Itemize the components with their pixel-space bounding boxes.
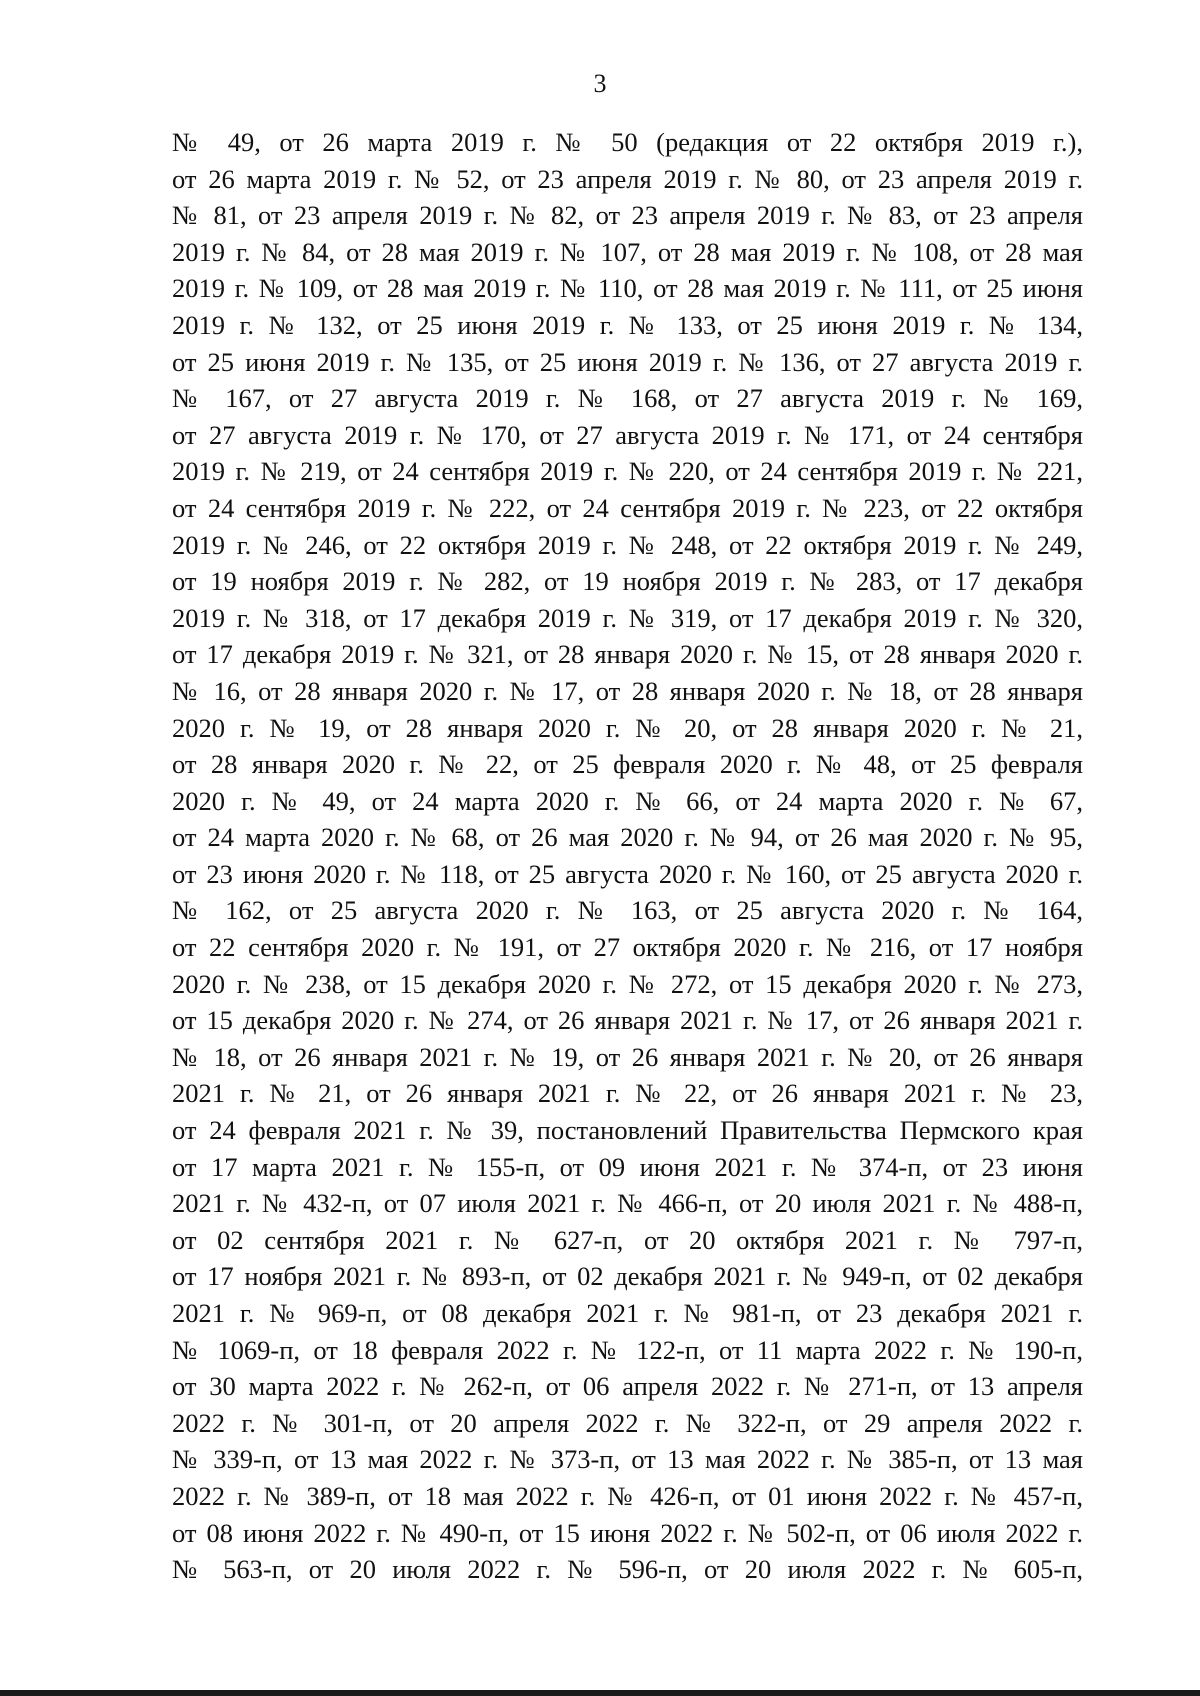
text-line: от 19 ноября 2019 г. № 282, от 19 ноября 2019 г. № 283, от 17 декабря — [172, 566, 1083, 597]
text-line: от 28 января 2020 г. № 22, от 25 февраля 2020 г. № 48, от 25 февраля — [172, 749, 1083, 780]
text-line: 2019 г. № 219, от 24 сентября 2019 г. № 220, от 24 сентября 2019 г. № 221, — [172, 456, 1083, 487]
text-line: 2022 г. № 301-п, от 20 апреля 2022 г. № 322-п, от 29 апреля 2022 г. — [172, 1407, 1083, 1438]
text-line: 2020 г. № 19, от 28 января 2020 г. № 20, от 28 января 2020 г. № 21, — [172, 712, 1083, 743]
text-line: № 162, от 25 августа 2020 г. № 163, от 25 августа 2020 г. № 164, — [172, 895, 1083, 926]
text-line: 2019 г. № 109, от 28 мая 2019 г. № 110, от 28 мая 2019 г. № 111, от 25 июня — [172, 273, 1083, 304]
text-line: от 30 марта 2022 г. № 262-п, от 06 апреля 2022 г. № 271-п, от 13 апреля — [172, 1371, 1083, 1402]
text-line: 2019 г. № 84, от 28 мая 2019 г. № 107, от 28 мая 2019 г. № 108, от 28 мая — [172, 236, 1083, 267]
text-line: 2020 г. № 238, от 15 декабря 2020 г. № 272, от 15 декабря 2020 г. № 273, — [172, 968, 1083, 999]
text-line: от 17 ноября 2021 г. № 893-п, от 02 декабря 2021 г. № 949-п, от 02 декабря — [172, 1261, 1083, 1292]
text-line: от 27 августа 2019 г. № 170, от 27 августа 2019 г. № 171, от 24 сентября — [172, 419, 1083, 450]
text-line: от 22 сентября 2020 г. № 191, от 27 октября 2020 г. № 216, от 17 ноября — [172, 932, 1083, 963]
text-line: 2019 г. № 132, от 25 июня 2019 г. № 133, от 25 июня 2019 г. № 134, — [172, 309, 1083, 340]
text-line: 2020 г. № 49, от 24 марта 2020 г. № 66, от 24 марта 2020 г. № 67, — [172, 785, 1083, 816]
scan-bottom-edge — [0, 1690, 1200, 1696]
text-line: 2021 г. № 432-п, от 07 июля 2021 г. № 466-п, от 20 июля 2021 г. № 488-п, — [172, 1188, 1083, 1219]
text-line: 2019 г. № 318, от 17 декабря 2019 г. № 319, от 17 декабря 2019 г. № 320, — [172, 602, 1083, 633]
text-line: от 25 июня 2019 г. № 135, от 25 июня 2019 г. № 136, от 27 августа 2019 г. — [172, 346, 1083, 377]
text-line: от 26 марта 2019 г. № 52, от 23 апреля 2019 г. № 80, от 23 апреля 2019 г. — [172, 163, 1083, 194]
text-line: № 167, от 27 августа 2019 г. № 168, от 27 августа 2019 г. № 169, — [172, 383, 1083, 414]
page-number: 3 — [593, 69, 607, 98]
text-line: 2019 г. № 246, от 22 октября 2019 г. № 248, от 22 октября 2019 г. № 249, — [172, 529, 1083, 560]
body-text — [172, 124, 1083, 1588]
text-line: от 02 сентября 2021 г. № 627-п, от 20 октября 2021 г. № 797-п, — [172, 1224, 1083, 1255]
text-line: № 81, от 23 апреля 2019 г. № 82, от 23 апреля 2019 г. № 83, от 23 апреля — [172, 200, 1083, 231]
text-line: от 23 июня 2020 г. № 118, от 25 августа 2020 г. № 160, от 25 августа 2020 г. — [172, 858, 1083, 889]
text-line: от 08 июня 2022 г. № 490-п, от 15 июня 2022 г. № 502-п, от 06 июля 2022 г. — [172, 1517, 1083, 1548]
text-line: от 15 декабря 2020 г. № 274, от 26 января 2021 г. № 17, от 26 января 2021 г. — [172, 1005, 1083, 1036]
text-line: № 18, от 26 января 2021 г. № 19, от 26 января 2021 г. № 20, от 26 января — [172, 1041, 1083, 1072]
text-line: от 24 сентября 2019 г. № 222, от 24 сентября 2019 г. № 223, от 22 октября — [172, 492, 1083, 523]
text-line: 2022 г. № 389-п, от 18 мая 2022 г. № 426-п, от 01 июня 2022 г. № 457-п, — [172, 1480, 1083, 1511]
text-line: от 17 декабря 2019 г. № 321, от 28 января 2020 г. № 15, от 28 января 2020 г. — [172, 639, 1083, 670]
text-line: от 24 февраля 2021 г. № 39, постановлений Правительства Пермского края — [172, 1115, 1083, 1146]
text-line: № 1069-п, от 18 февраля 2022 г. № 122-п, от 11 марта 2022 г. № 190-п, — [172, 1334, 1083, 1365]
text-line: № 49, от 26 марта 2019 г. № 50 (редакция от 22 октября 2019 г.), — [172, 127, 1083, 157]
text-line: № 16, от 28 января 2020 г. № 17, от 28 января 2020 г. № 18, от 28 января — [172, 675, 1083, 706]
text-line: 2021 г. № 969-п, от 08 декабря 2021 г. № 981-п, от 23 декабря 2021 г. — [172, 1298, 1083, 1328]
text-line: № 339-п, от 13 мая 2022 г. № 373-п, от 13 мая 2022 г. № 385-п, от 13 мая — [172, 1444, 1083, 1475]
text-line: от 17 марта 2021 г. № 155-п, от 09 июня 2021 г. № 374-п, от 23 июня — [172, 1151, 1083, 1182]
text-line: 2021 г. № 21, от 26 января 2021 г. № 22, от 26 января 2021 г. № 23, — [172, 1078, 1083, 1109]
text-line: от 24 марта 2020 г. № 68, от 26 мая 2020 г. № 94, от 26 мая 2020 г. № 95, — [172, 822, 1083, 853]
text-line: № 563-п, от 20 июля 2022 г. № 596-п, от 20 июля 2022 г. № 605-п, — [172, 1554, 1083, 1585]
